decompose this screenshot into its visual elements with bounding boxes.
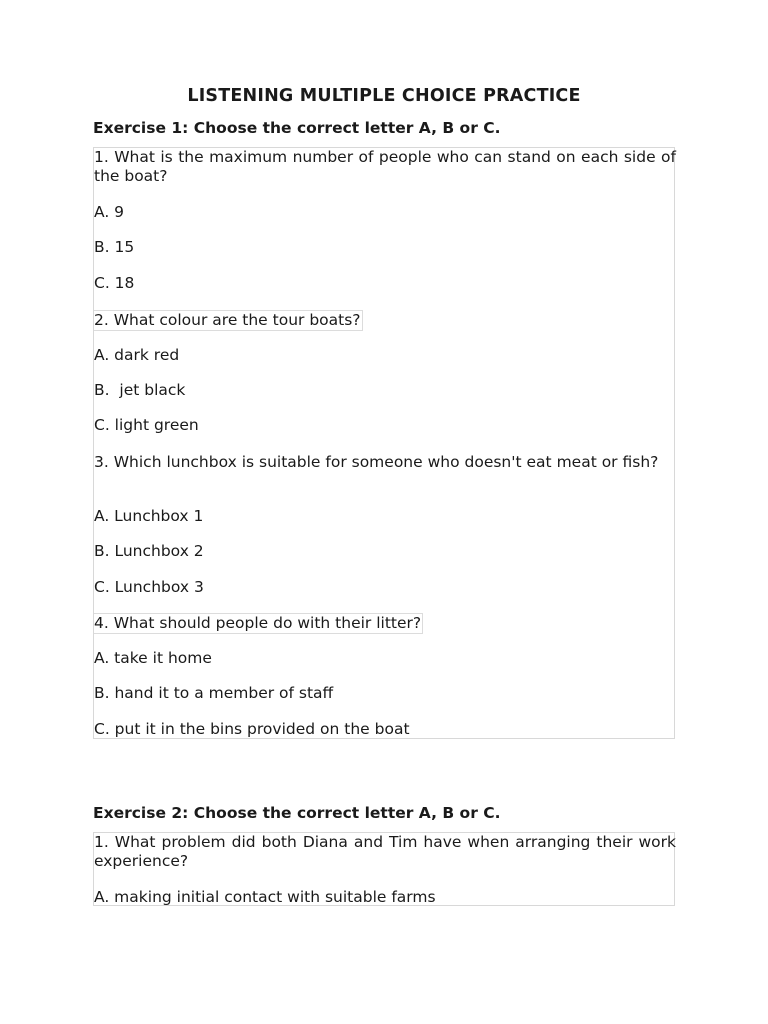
exercise-2-question-list [93,832,675,906]
question-1-option-a: A. 9 [94,203,125,221]
exercise-2-question-1-option-a: A. making initial contact with suitable farms [94,888,436,906]
question-3-option-a: A. Lunchbox 1 [94,507,204,525]
page-title: LISTENING MULTIPLE CHOICE PRACTICE [187,86,581,106]
question-3-option-c: C. Lunchbox 3 [94,578,204,596]
exercise-1-heading: Exercise 1: Choose the correct letter A, B or C. [93,119,501,137]
question-2-option-a: A. dark red [94,346,180,364]
question-3-stem: 3. Which lunchbox is suitable for someone who doesn't eat meat or fish? [94,453,659,471]
question-3-option-b: B. Lunchbox 2 [94,542,204,560]
question-1-option-b: B. 15 [94,238,135,256]
question-4-stem: 4. What should people do with their litter? [94,614,422,632]
exercise-2-question-1-stem: 1. What problem did both Diana and Tim have when arranging their work experience? [94,833,676,870]
question-4-option-b: B. hand it to a member of staff [94,684,334,702]
question-2-stem: 2. What colour are the tour boats? [94,311,361,329]
question-1-option-c: C. 18 [94,274,135,292]
question-4-option-a: A. take it home [94,649,212,667]
question-4-option-c: C. put it in the bins provided on the boat [94,720,410,738]
question-2-option-c: C. light green [94,416,199,434]
question-1-stem: 1. What is the maximum number of people who can stand on each side of the boat? [94,148,676,185]
question-2-option-b: B. jet black [94,381,186,399]
exercise-1-question-list [93,147,675,739]
exercise-2-heading: Exercise 2: Choose the correct letter A, B or C. [93,804,501,822]
